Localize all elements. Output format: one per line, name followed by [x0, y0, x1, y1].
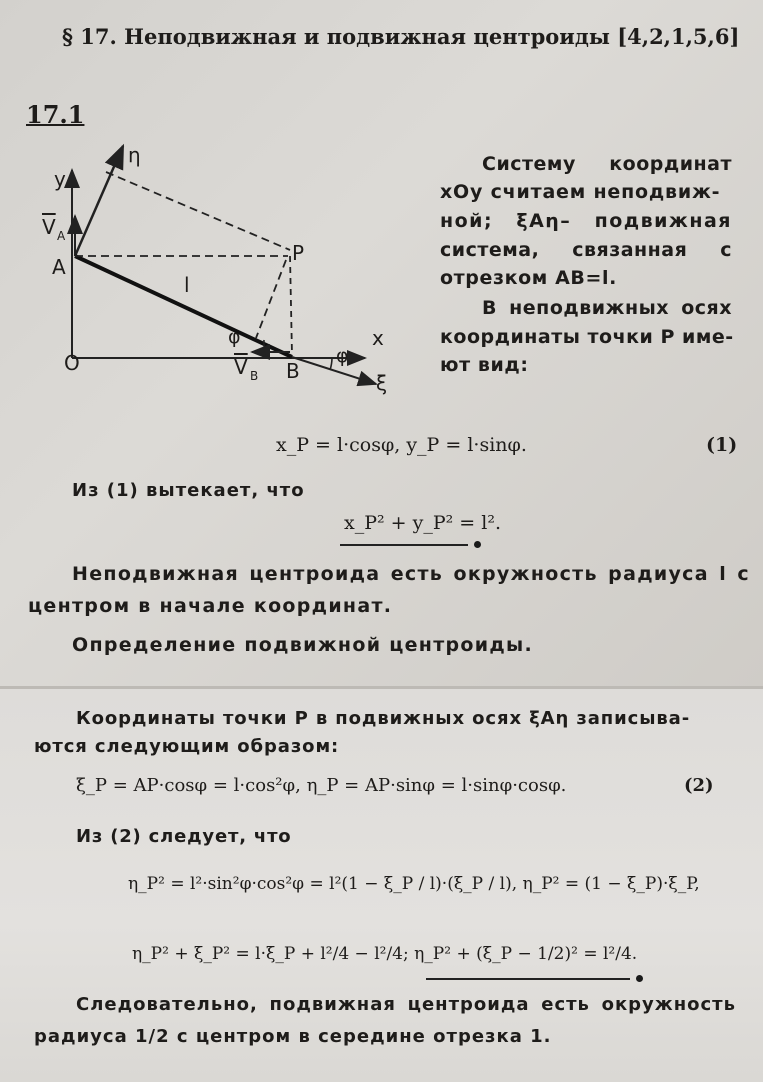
label-l: l	[184, 273, 190, 297]
equation-1-number: (1)	[706, 434, 738, 456]
equation-circle: x_P² + y_P² = l².	[344, 512, 501, 534]
label-y: y	[54, 167, 66, 191]
equation-1: x_P = l·cosφ, y_P = l·sinφ.	[276, 434, 527, 456]
side-text-line-7: координаты точки P име-	[440, 326, 734, 348]
dashed-eta-p	[106, 172, 290, 250]
conclusion-1-line-2: центром в начале координат.	[28, 595, 393, 617]
dashed-p-perp	[256, 260, 286, 338]
label-va: V	[42, 215, 56, 239]
conclusion-1-line-1: Неподвижная центроида есть окружность радиуса l с	[72, 563, 750, 585]
side-text-line-8: ют вид:	[440, 354, 529, 376]
text-from-1: Из (1) вытекает, что	[72, 480, 305, 501]
label-vb: V	[234, 355, 248, 379]
coords-text-line-1: Координаты точки P в подвижных осях ξAη записыва-	[76, 708, 691, 729]
side-text-line-2: xOy считаем неподвиж-	[440, 181, 721, 203]
text-from-2: Из (2) следует, что	[76, 826, 292, 847]
label-p: P	[292, 241, 305, 265]
eta-axis	[75, 146, 123, 256]
side-text-line-3: ной; ξAη– подвижная	[440, 210, 732, 232]
angle-arc-2	[330, 358, 332, 370]
side-text-line-1: Систему координат	[482, 153, 732, 175]
rod-ab	[75, 256, 292, 357]
conclusion-2-line-2: радиуса 1/2 с центром в середине отрезка 1.	[34, 1026, 552, 1047]
page-seam	[0, 686, 763, 689]
label-va-sub: A	[57, 229, 66, 243]
equation-circle-underline	[340, 544, 468, 546]
label-xi: ξ	[376, 371, 388, 395]
label-eta: η	[128, 143, 141, 167]
definition-heading: Определение подвижной центроиды.	[72, 634, 534, 656]
label-a: A	[52, 255, 66, 279]
conclusion-2-line-1: Следовательно, подвижная центроида есть окружность	[76, 994, 736, 1015]
label-o: O	[64, 351, 80, 375]
side-text-line-6: В неподвижных осях	[482, 297, 732, 319]
dashed-p-b	[290, 256, 292, 355]
side-text-line-5: отрезком AB=l.	[440, 267, 617, 289]
equation-4-underline	[426, 978, 630, 980]
equation-4: η_P² + ξ_P² = l·ξ_P + l²/4 − l²/4; η_P² + (ξ_P − 1/2)² = l²/4.	[132, 944, 638, 964]
equation-3: η_P² = l²·sin²φ·cos²φ = l²(1 − ξ_P / l)·(ξ_P / l), η_P² = (1 − ξ_P)·ξ_P,	[128, 874, 700, 894]
section-heading: § 17. Неподвижная и подвижная центроиды [4,2,1,5,6]	[62, 24, 740, 49]
label-phi-2: φ	[336, 345, 349, 367]
label-b: B	[286, 359, 300, 383]
equation-circle-bullet	[474, 541, 481, 548]
label-vb-sub: B	[250, 369, 259, 383]
problem-number: 17.1	[26, 100, 85, 129]
label-phi-1: φ	[228, 326, 241, 348]
equation-2-number: (2)	[684, 775, 714, 796]
mechanism-figure	[20, 140, 410, 400]
xi-axis	[292, 357, 376, 384]
label-x: x	[372, 326, 384, 350]
equation-2: ξ_P = AP·cosφ = l·cos²φ, η_P = AP·sinφ = l·sinφ·cosφ.	[76, 775, 567, 796]
coords-text-line-2: ются следующим образом:	[34, 736, 340, 757]
equation-4-bullet	[636, 975, 643, 982]
side-text-line-4: система, связанная с	[440, 239, 732, 261]
